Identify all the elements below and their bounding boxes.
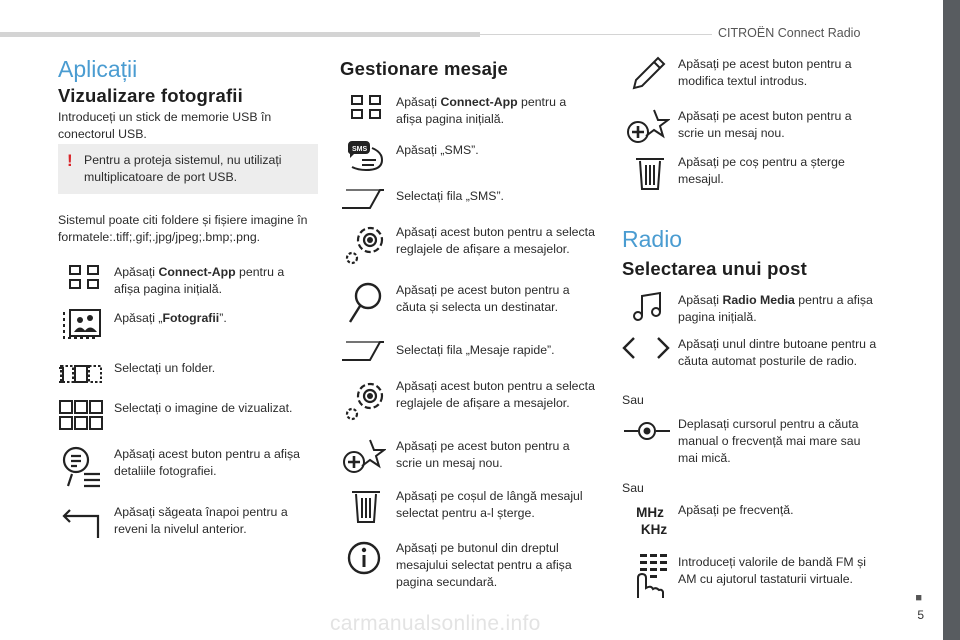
settings-icon <box>344 378 386 422</box>
page-edge-bar <box>943 0 960 640</box>
khz-label: KHz <box>640 522 668 537</box>
music-note-icon <box>632 290 666 324</box>
apps-grid-icon <box>350 92 386 124</box>
pencil-icon <box>630 56 670 92</box>
details-search-icon <box>60 444 102 490</box>
watermark: carmanualsonline.info <box>330 612 541 635</box>
warning-text: Pentru a proteja sistemul, nu utilizați multiplicatoare de port USB. <box>84 153 282 184</box>
apps-grid-icon <box>68 262 104 294</box>
intro-text: Introduceți un stick de memorie USB în conectorul USB. <box>58 110 272 141</box>
or-label-1: Sau <box>622 393 644 407</box>
section-title-apps: Aplicații <box>58 56 138 82</box>
or-label-2: Sau <box>622 481 644 495</box>
image-grid-icon <box>58 398 104 432</box>
manual-title: CITROËN Connect Radio <box>718 26 861 40</box>
formats-text: Sistemul poate citi foldere și fișiere imagine în formatele:.tiff;.gif;.jpg/jpeg;.bmp;.png. <box>58 213 308 244</box>
frequency-icon <box>632 500 668 542</box>
subtitle-radio: Selectarea unui post <box>622 258 807 279</box>
header-rule <box>0 32 480 37</box>
tab-icon <box>340 186 386 212</box>
page-marker: ■ <box>915 592 922 604</box>
svg-text:SMS: SMS <box>352 146 368 153</box>
folder-tabs-icon <box>58 358 104 388</box>
trash-icon <box>632 154 668 192</box>
chevrons-icon <box>622 334 672 364</box>
back-arrow-icon <box>60 502 102 540</box>
search-icon <box>346 280 386 326</box>
settings-icon <box>344 222 386 266</box>
section-title-radio: Radio <box>622 226 683 252</box>
trash-icon <box>348 488 384 524</box>
mhz-label: MHz <box>636 505 664 520</box>
page-number: 5 <box>917 608 924 622</box>
new-message-icon <box>626 106 670 146</box>
keypad-icon <box>628 552 670 600</box>
sms-icon <box>344 138 386 174</box>
header-rule-thin <box>480 34 712 35</box>
info-icon <box>346 540 384 578</box>
subtitle-messages: Gestionare mesaje <box>340 58 508 79</box>
warning-icon: ! <box>67 151 73 170</box>
warning-box <box>58 144 318 194</box>
new-message-icon <box>342 436 386 476</box>
tab-icon <box>340 338 386 364</box>
slider-icon <box>622 414 672 448</box>
subtitle-photos: Vizualizare fotografii <box>58 85 243 106</box>
photos-icon <box>62 304 102 340</box>
